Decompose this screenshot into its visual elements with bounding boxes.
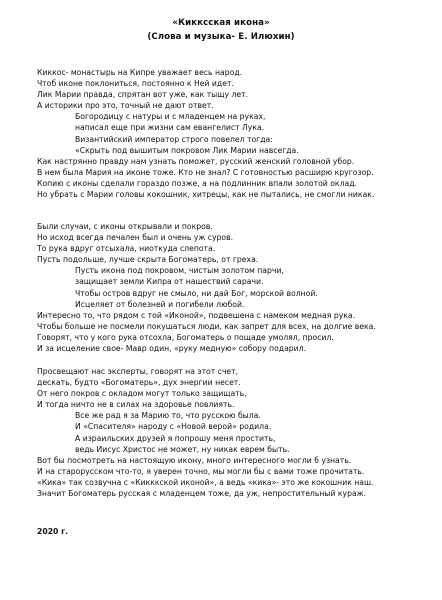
lyric-line: Лик Марии правда, спрятан вот уже, как тыщу лет.	[37, 90, 249, 100]
stanza-3	[0, 366, 442, 499]
lyric-line: И за исцеление свое- Мавр один, «руку медную» собору подарил.	[37, 344, 307, 354]
lyric-line: Чтобы больше не посмели покушаться люди, как запрет для всех, на долгие века.	[37, 321, 376, 331]
lyric-line: И «Спасителя» народу с «Новой верой» родила.	[75, 422, 272, 432]
lyric-line: В нем была Мария на иконе тоже. Кто не знал? С готовностью расширю кругозор.	[37, 167, 374, 177]
lyric-line: Но убрать с Марии головы кокошник, хитрецы, как не пытались, не смогли никак.	[37, 190, 375, 200]
lyric-line: «Кика» так созвучна с «Кикккской иконой», а ведь «кика»- это же кокошник наш.	[37, 477, 374, 487]
lyric-line: Просвещают нас эксперты, говорят на этот счет,	[37, 367, 239, 376]
lyric-line: Как настрянно правду нам узнать поможет, русский женский головной убор.	[37, 156, 355, 166]
lyric-line: Копию с иконы сделали гораздо позже, а на подлинник впали золотой оклад.	[37, 178, 357, 188]
lyric-line: А израильских друзей я попрошу меня простить,	[75, 433, 276, 443]
lyric-line: Все же рад я за Марию то, что русскою была.	[75, 411, 261, 421]
lyric-line: От него покров с окладом могут только защищать,	[37, 389, 247, 399]
lyric-line: Интересно то, что рядом с той «Иконой», подвешена с намеком медная рука.	[37, 310, 356, 320]
lyric-line: Говорят, что у кого рука отсохла, Богоматерь о пощаде умолял, просил.	[37, 332, 334, 342]
lyric-line: защищает земли Кипра от нашествий сарачи.	[75, 277, 264, 287]
lyric-line: Византийский император строго повелел тогда:	[75, 134, 273, 144]
lyric-line: написал еще при жизни сам евангелист Лука.	[75, 123, 265, 133]
lyric-line: Были случаи, с иконы открывали и покров.	[37, 222, 213, 231]
lyric-line: «Скрыть под вышитым покровом Лик Марии навсегда.	[75, 145, 299, 155]
lyric-line: Исцеляет от болезней и погибели любой.	[75, 299, 245, 309]
lyric-line: Вот бы посмотреть на настоящую икону, много интересного могли б узнать.	[37, 455, 352, 465]
lyric-line: И на старорусском что-то, я уверен точно, мы могли бы с вами тоже прочитать.	[37, 466, 365, 476]
lyric-line: Чтобы остров вдруг не смыло, ни дай Бог, морской волной.	[75, 288, 318, 298]
stanza-2	[0, 221, 442, 354]
lyric-line: Но исход всегда печален был и очень уж суров.	[37, 233, 234, 243]
lyric-line: Пусть подольше, лучше скрыта Богоматерь, от греха.	[37, 255, 259, 265]
stanza-1	[0, 67, 442, 200]
song-title: «Кикксcкая икона»	[172, 18, 270, 28]
lyric-line: То рука вдруг отсыхала, ниоткуда слепота.	[37, 244, 216, 254]
year-label: 2020 г.	[37, 527, 69, 536]
lyric-line: Чтоб иконе поклониться, постоянно к Ней идет.	[37, 79, 234, 89]
lyric-line: А историки про это, точный не дают ответ.	[37, 101, 214, 111]
lyric-line: Пусть икона под покровом, чистым золотом парчи,	[75, 266, 284, 276]
lyric-line: Значит Богоматерь русская с младенцем тоже, да уж, непростительный кураж.	[37, 489, 367, 499]
lyric-line: Киккос- монастырь на Кипре уважает весь народ.	[37, 68, 243, 77]
lyric-line: И тогда ничто не в силах на здоровье повлиять.	[37, 400, 235, 410]
lyric-line: Богородицу с натуры и с младенцем на руках,	[75, 112, 266, 122]
lyric-line: ведь Иисус Христос не может, ну никак еврем быть.	[75, 444, 290, 454]
lyric-line: дескать, будто «Богоматерь», дух энергии несет.	[37, 378, 241, 388]
song-subtitle: (Слова и музыка- Е. Илюхин)	[147, 32, 295, 42]
